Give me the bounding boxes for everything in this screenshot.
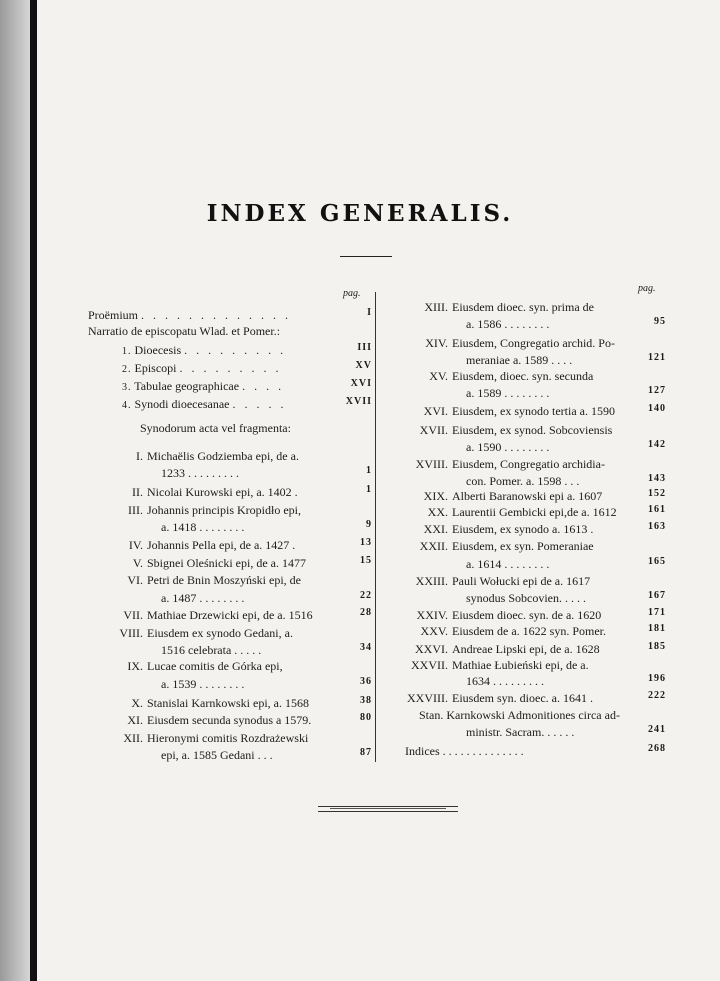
- toc-entry-text: Pauli Wołucki epi de a. 1617: [452, 574, 591, 588]
- toc-entry-numeral: XVI.: [423, 404, 448, 418]
- toc-page-number: [634, 537, 666, 551]
- toc-entry: 4. Synodi dioecesanae . . . . .: [122, 397, 287, 411]
- toc-page-number: [634, 656, 666, 670]
- toc-entry-numeral: VI.: [127, 573, 143, 587]
- toc-page-number: 13: [360, 537, 372, 548]
- toc-page-number: 22: [360, 590, 372, 601]
- toc-entry-numeral: IV.: [128, 538, 143, 552]
- toc-entry-text: Eiusdem dioec. syn. prima de: [452, 300, 594, 314]
- toc-page-number: 268: [648, 743, 666, 754]
- toc-entry: [83, 591, 345, 605]
- toc-entry-text: a. 1586 . . . . . . . .: [466, 317, 550, 331]
- toc-entry-text: epi, a. 1585 Gedani . . .: [161, 748, 273, 762]
- toc-entry-numeral: V.: [132, 556, 143, 570]
- toc-entry-numeral: XXIII.: [415, 574, 448, 588]
- toc-entry-text: Proëmium: [88, 308, 138, 322]
- toc-page-number: III: [357, 342, 372, 353]
- toc-page-number: 15: [360, 555, 372, 566]
- toc-entry-text: Eiusdem, ex synodo tertia a. 1590: [452, 404, 615, 418]
- toc-entry-numeral: III.: [128, 503, 143, 517]
- toc-entry-text: a. 1418 . . . . . . . .: [161, 520, 245, 534]
- pag-label-left: pag.: [343, 288, 361, 299]
- toc-entry-text: Alberti Baranowski epi a. 1607: [452, 489, 603, 503]
- toc-entry: [388, 522, 640, 536]
- toc-page-number: 142: [648, 439, 666, 450]
- toc-page-number: 9: [366, 519, 372, 530]
- toc-entry-text: Eiusdem, Congregatio archid. Po-: [452, 336, 615, 350]
- toc-entry: [388, 369, 640, 383]
- toc-page-number: [340, 571, 372, 585]
- toc-entry: [388, 557, 640, 571]
- toc-entry: [83, 659, 345, 673]
- toc-entry: [83, 696, 345, 710]
- toc-entry-text: Johannis Pella epi, de a. 1427 .: [147, 538, 296, 552]
- toc-page-number: 1: [366, 465, 372, 476]
- toc-entry-numeral: VII.: [123, 608, 143, 622]
- toc-page-number: 1: [366, 484, 372, 495]
- toc-entry-text: Eiusdem secunda synodus a 1579.: [147, 713, 312, 727]
- toc-entry-text: con. Pomer. a. 1598 . . .: [466, 474, 580, 488]
- toc-entry-numeral: XXVII.: [411, 658, 448, 672]
- toc-entry: [83, 677, 345, 691]
- toc-page-number: I: [367, 307, 372, 318]
- toc-page-number: [634, 421, 666, 435]
- toc-entry: [388, 489, 640, 503]
- toc-entry-numeral: IX.: [127, 659, 143, 673]
- toc-entry-text: Eiusdem syn. dioec. a. 1641 .: [452, 691, 593, 705]
- toc-entry: [83, 608, 345, 622]
- toc-entry-text: Nicolai Kurowski epi, a. 1402 .: [147, 485, 298, 499]
- toc-page-number: [634, 298, 666, 312]
- toc-page-number: 163: [648, 521, 666, 532]
- toc-entry: [83, 503, 345, 517]
- toc-page-number: 165: [648, 556, 666, 567]
- toc-entry: [83, 573, 345, 587]
- toc-entry-text: Mathiae Łubieński epi, de a.: [452, 658, 589, 672]
- toc-entry-text: Stanislai Karnkowski epi, a. 1568: [147, 696, 309, 710]
- toc-entry-numeral: XIII.: [424, 300, 448, 314]
- end-ornament-rule: [318, 806, 458, 812]
- toc-page-number: 140: [648, 403, 666, 414]
- toc-page-number: [634, 455, 666, 469]
- toc-entry-text: Johannis principis Kropidło epi,: [147, 503, 301, 517]
- toc-entry: [388, 642, 640, 656]
- toc-entry-text: a. 1590 . . . . . . . .: [466, 440, 550, 454]
- toc-entry-text: Michaëlis Godziemba epi, de a.: [147, 449, 299, 463]
- toc-entry: [405, 744, 637, 758]
- toc-entry-text: Andreae Lipski epi, de a. 1628: [452, 642, 600, 656]
- toc-entry-text: Eiusdem, dioec. syn. secunda: [452, 369, 594, 383]
- toc-entry: [388, 574, 640, 588]
- toc-page-number: 185: [648, 641, 666, 652]
- toc-entry-numeral: XI.: [127, 713, 143, 727]
- toc-page-number: [340, 729, 372, 743]
- toc-entry-numeral: XX.: [427, 505, 448, 519]
- toc-entry: [388, 336, 640, 350]
- toc-entry: [388, 539, 640, 553]
- toc-page-number: [634, 367, 666, 381]
- toc-entry: [388, 300, 640, 314]
- toc-entry: [83, 449, 345, 463]
- toc-entry: [83, 538, 345, 552]
- toc-entry-text: Hieronymi comitis Rozdrażewski: [147, 731, 309, 745]
- toc-entry: [388, 505, 640, 519]
- toc-page-number: 38: [360, 695, 372, 706]
- toc-entry-numeral: VIII.: [119, 626, 143, 640]
- toc-entry-text: a. 1487 . . . . . . . .: [161, 591, 245, 605]
- toc-entry-text: Laurentii Gembicki epi,de a. 1612: [452, 505, 617, 519]
- toc-entry-numeral: XIX.: [423, 489, 448, 503]
- toc-entry: [388, 423, 640, 437]
- toc-entry-text: Stan. Karnkowski Admonitiones circa ad-: [419, 708, 620, 722]
- toc-entry: 2. Episcopi . . . . . . . . .: [122, 361, 282, 375]
- toc-entry: [405, 708, 637, 722]
- toc-entry-text: Eiusdem, ex synod. Sobcoviensis: [452, 423, 613, 437]
- toc-entry-numeral: XXI.: [423, 522, 448, 536]
- toc-page-number: 222: [648, 690, 666, 701]
- toc-entry: [83, 643, 345, 657]
- toc-page-number: [634, 334, 666, 348]
- binding-spine: [30, 0, 37, 981]
- toc-entry-numeral: XXVI.: [415, 642, 448, 656]
- title-rule: [340, 256, 392, 257]
- toc-entry: [388, 591, 640, 605]
- toc-entry: 3. Tabulae geographicae . . . .: [122, 379, 285, 393]
- toc-entry-text: Petri de Bnin Moszyński epi, de: [147, 573, 301, 587]
- toc-page-number: [340, 501, 372, 515]
- toc-entry: [388, 404, 640, 418]
- toc-page-number: 167: [648, 590, 666, 601]
- toc-entry: [388, 608, 640, 622]
- toc-entry-text: Eiusdem, Congregatio archidia-: [452, 457, 605, 471]
- toc-page-number: 127: [648, 385, 666, 396]
- toc-page-number: 181: [648, 623, 666, 634]
- toc-entry-text: synodus Sobcovien. . . . .: [466, 591, 586, 605]
- toc-entry: [388, 674, 640, 688]
- toc-entry-numeral: X.: [131, 696, 143, 710]
- toc-entry: [83, 466, 345, 480]
- toc-entry-text: meraniae a. 1589 . . . .: [466, 353, 573, 367]
- toc-entry-text: Eiusdem, ex synodo a. 1613 .: [452, 522, 594, 536]
- toc-entry: [83, 626, 345, 640]
- toc-entry: [388, 474, 640, 488]
- toc-entry-text: a. 1614 . . . . . . . .: [466, 557, 550, 571]
- toc-entry-numeral: XIV.: [425, 336, 448, 350]
- toc-entry-numeral: XXIV.: [416, 608, 448, 622]
- toc-page-number: 36: [360, 676, 372, 687]
- column-divider: [375, 292, 376, 762]
- toc-dot-leader: . . . . . . . . . . . . .: [141, 308, 291, 322]
- toc-page-number: 143: [648, 473, 666, 484]
- toc-page-number: 87: [360, 747, 372, 758]
- toc-entry: [388, 457, 640, 471]
- toc-page-number: [340, 447, 372, 461]
- toc-page-number: 28: [360, 607, 372, 618]
- toc-entry-numeral: XXV.: [420, 624, 448, 638]
- toc-entry: [388, 317, 640, 331]
- toc-entry: [83, 748, 345, 762]
- toc-entry-numeral: XXVIII.: [407, 691, 448, 705]
- toc-entry-text: ministr. Sacram. . . . . .: [466, 725, 575, 739]
- toc-entry: [388, 440, 640, 454]
- toc-entry: [388, 353, 640, 367]
- toc-entry: [83, 713, 345, 727]
- toc-page-number: XV: [355, 360, 372, 371]
- toc-entry-numeral: XVII.: [419, 423, 448, 437]
- toc-entry-text: 1516 celebrata . . . . .: [161, 643, 262, 657]
- toc-entry-text: a. 1589 . . . . . . . .: [466, 386, 550, 400]
- toc-entry-text: Indices . . . . . . . . . . . . . .: [405, 744, 524, 758]
- pag-label-right: pag.: [638, 283, 656, 294]
- toc-entry-numeral: XXII.: [419, 539, 448, 553]
- toc-entry: [388, 658, 640, 672]
- toc-entry: [83, 731, 345, 745]
- toc-page-number: 121: [648, 352, 666, 363]
- toc-page-number: 34: [360, 642, 372, 653]
- toc-entry: [83, 485, 345, 499]
- toc-entry: [83, 520, 345, 534]
- toc-entry-numeral: XVIII.: [415, 457, 448, 471]
- toc-entry: [388, 725, 640, 739]
- toc-entry-text: Lucae comitis de Górka epi,: [147, 659, 283, 673]
- toc-entry: 1. Dioecesis . . . . . . . . .: [122, 343, 287, 357]
- toc-synodorum-heading: Synodorum acta vel fragmenta:: [140, 421, 291, 435]
- toc-entry-proemium: [88, 308, 363, 322]
- toc-entry-text: 1634 . . . . . . . . .: [466, 674, 544, 688]
- toc-entry: [388, 386, 640, 400]
- toc-page-number: 95: [654, 316, 666, 327]
- toc-entry-text: a. 1539 . . . . . . . .: [161, 677, 245, 691]
- toc-entry-text: Eiusdem dioec. syn. de a. 1620: [452, 608, 602, 622]
- toc-entry-numeral: XII.: [123, 731, 143, 745]
- toc-page-number: 152: [648, 488, 666, 499]
- toc-entry: [388, 691, 640, 705]
- toc-entry-text: Eiusdem de a. 1622 syn. Pomer.: [452, 624, 606, 638]
- toc-entry-text: Eiusdem, ex syn. Pomeraniae: [452, 539, 594, 553]
- toc-entry-text: Sbignei Oleśnicki epi, de a. 1477: [147, 556, 306, 570]
- toc-narratio-heading: Narratio de episcopatu Wlad. et Pomer.:: [88, 324, 281, 338]
- toc-entry: [388, 624, 640, 638]
- toc-page-number: [634, 706, 666, 720]
- toc-entry-text: Mathiae Drzewicki epi, de a. 1516: [147, 608, 313, 622]
- toc-page-number: [340, 624, 372, 638]
- toc-entry-text: 1233 . . . . . . . . .: [161, 466, 239, 480]
- toc-page-number: 80: [360, 712, 372, 723]
- toc-entry-numeral: XV.: [429, 369, 448, 383]
- toc-page-number: [340, 657, 372, 671]
- toc-page-number: XVI: [350, 378, 372, 389]
- toc-entry-text: Eiusdem ex synodo Gedani, a.: [147, 626, 293, 640]
- toc-page-number: 161: [648, 504, 666, 515]
- page-title: INDEX GENERALIS.: [206, 200, 514, 227]
- toc-page-number: 196: [648, 673, 666, 684]
- toc-page-number: 171: [648, 607, 666, 618]
- toc-page-number: XVII: [345, 396, 372, 407]
- toc-entry-numeral: II.: [132, 485, 143, 499]
- toc-entry-numeral: I.: [136, 449, 143, 463]
- toc-page-number: [634, 572, 666, 586]
- toc-entry: [83, 556, 345, 570]
- toc-page-number: 241: [648, 724, 666, 735]
